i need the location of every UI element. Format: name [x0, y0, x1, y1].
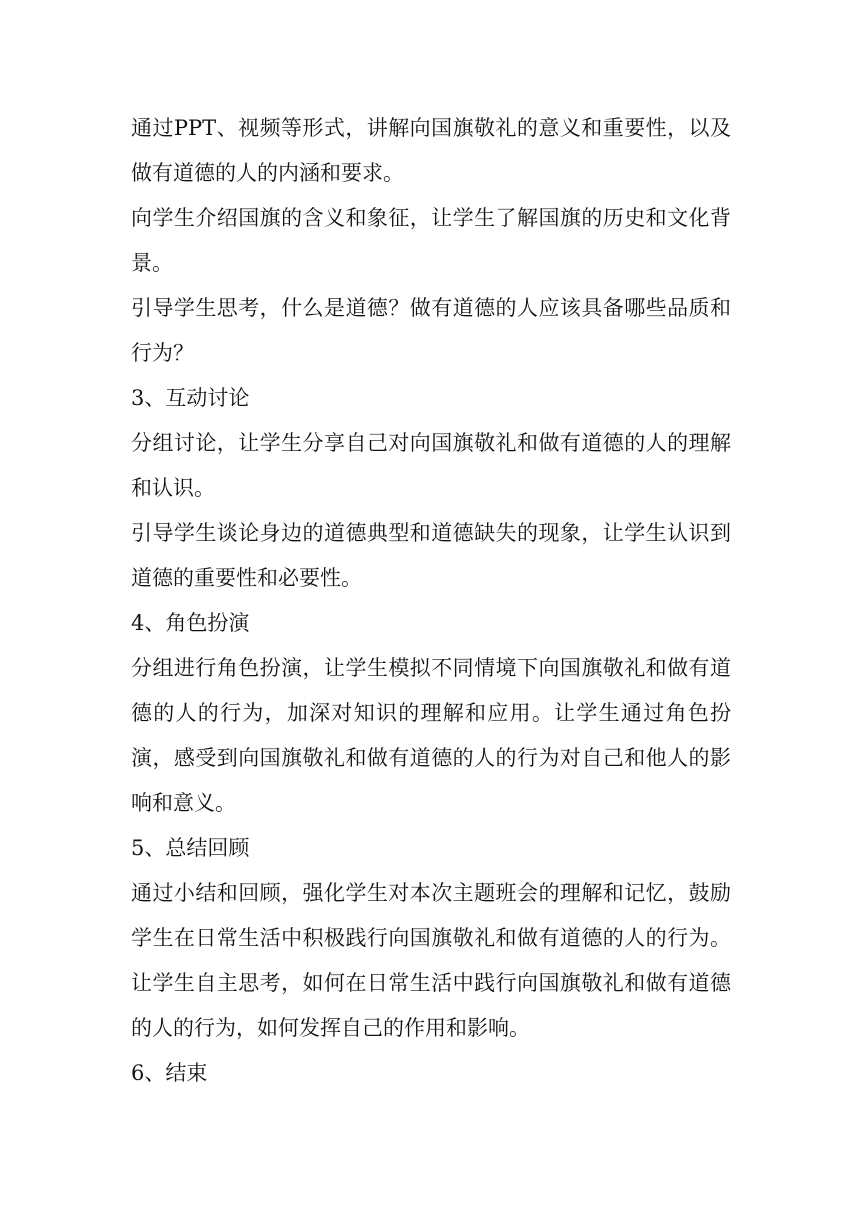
paragraph-roleplay: 分组进行角色扮演，让学生模拟不同情境下向国旗敬礼和做有道德的人的行为，加深对知识的理解和应用。让学生通过角色扮演，感受到向国旗敬礼和做有道德的人的行为对自己和他人的影响和意义。	[131, 656, 731, 815]
paragraph-morality-question: 引导学生思考，什么是道德？做有道德的人应该具备哪些品质和行为？	[131, 296, 731, 365]
section-heading-end: 6、结束	[131, 1061, 208, 1085]
paragraph-moral-examples: 引导学生谈论身边的道德典型和道德缺失的现象，让学生认识到道德的重要性和必要性。	[131, 521, 731, 590]
section-heading-discussion: 3、互动讨论	[131, 386, 250, 410]
section-heading-summary: 5、总结回顾	[131, 836, 250, 860]
paragraph-ppt-explanation: 通过PPT、视频等形式，讲解向国旗敬礼的意义和重要性，以及做有道德的人的内涵和要求。	[131, 116, 731, 185]
section-heading-roleplay: 4、角色扮演	[131, 611, 250, 635]
paragraph-flag-meaning: 向学生介绍国旗的含义和象征，让学生了解国旗的历史和文化背景。	[131, 206, 731, 275]
paragraph-summary: 通过小结和回顾，强化学生对本次主题班会的理解和记忆，鼓励学生在日常生活中积极践行向国旗敬礼和做有道德的人的行为。让学生自主思考，如何在日常生活中践行向国旗敬礼和做有道德的人的行为，如何发挥自己的作用和影响。	[131, 881, 731, 1040]
paragraph-group-discussion: 分组讨论，让学生分享自己对向国旗敬礼和做有道德的人的理解和认识。	[131, 431, 731, 500]
document-body	[131, 106, 731, 1096]
